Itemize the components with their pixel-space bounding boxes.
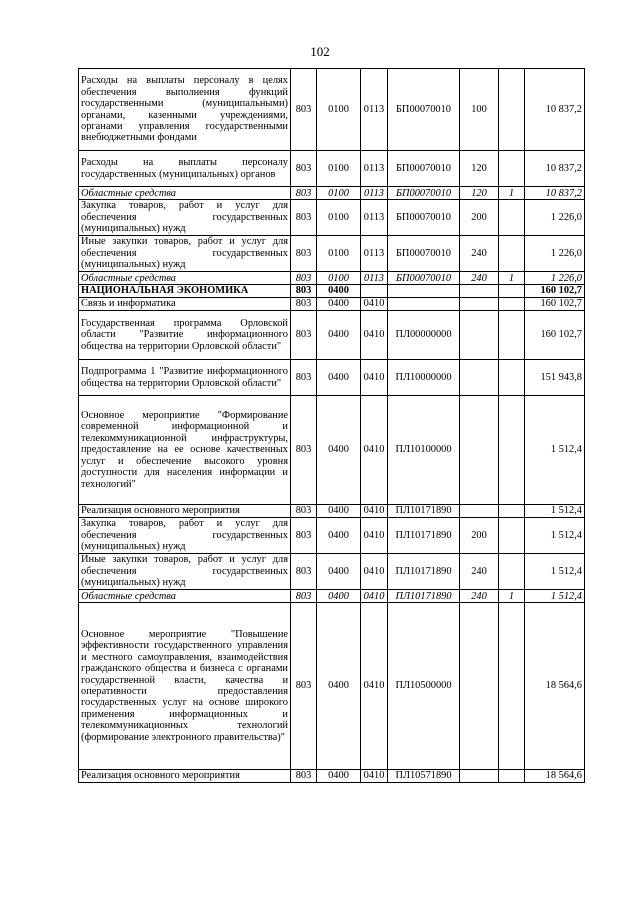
table-row xyxy=(79,298,585,311)
cell-ministry-code: 803 xyxy=(291,505,317,518)
cell-subsection-code: 0410 xyxy=(361,396,388,505)
table-row xyxy=(79,187,585,200)
cell-ministry-code: 803 xyxy=(291,311,317,360)
table-row xyxy=(79,590,585,603)
row-description: Подпрограмма 1 "Развитие информационного общества на территории Орловской области" xyxy=(79,360,291,396)
cell-funding-source xyxy=(499,200,525,236)
cell-section-code: 0400 xyxy=(317,603,361,770)
cell-ministry-code: 803 xyxy=(291,285,317,298)
table-row xyxy=(79,272,585,285)
cell-expense-type: 120 xyxy=(460,187,499,200)
table-row xyxy=(79,554,585,590)
row-description: Связь и информатика xyxy=(79,298,291,311)
cell-expense-type: 240 xyxy=(460,272,499,285)
cell-amount: 1 512,4 xyxy=(525,590,585,603)
cell-ministry-code: 803 xyxy=(291,187,317,200)
cell-section-code: 0400 xyxy=(317,770,361,783)
cell-target-article: ПЛ10171890 xyxy=(388,505,460,518)
cell-section-code: 0400 xyxy=(317,396,361,505)
table-row xyxy=(79,69,585,151)
cell-section-code: 0400 xyxy=(317,285,361,298)
cell-amount: 160 102,7 xyxy=(525,298,585,311)
cell-section-code: 0100 xyxy=(317,151,361,187)
row-description: Основное мероприятие "Повышение эффективности государственного управления и местного самоуправления, взаимодействия гражданского общества и бизнеса с органами государственной власти, качества и оперативности предоставления государственных услуг на основе широкого применения информационных и телекоммуникационных технологий (формирование электронного правительства)" xyxy=(79,603,291,770)
cell-ministry-code: 803 xyxy=(291,590,317,603)
cell-ministry-code: 803 xyxy=(291,360,317,396)
table-row xyxy=(79,311,585,360)
cell-section-code: 0400 xyxy=(317,554,361,590)
cell-subsection-code: 0410 xyxy=(361,590,388,603)
budget-table xyxy=(78,68,585,783)
row-description: Расходы на выплаты персоналу государственных (муниципальных) органов xyxy=(79,151,291,187)
row-description: Расходы на выплаты персоналу в целях обеспечения выполнения функций государственными (муниципальными) органами, казенными учреждениями, органами управления государственными внебюджетными фондами xyxy=(79,69,291,151)
cell-subsection-code: 0410 xyxy=(361,298,388,311)
cell-expense-type: 240 xyxy=(460,236,499,272)
cell-amount: 1 512,4 xyxy=(525,518,585,554)
row-description: Реализация основного мероприятия xyxy=(79,505,291,518)
page-number: 102 xyxy=(310,44,330,59)
cell-target-article xyxy=(388,285,460,298)
cell-subsection-code: 0410 xyxy=(361,311,388,360)
row-description: Закупка товаров, работ и услуг для обеспечения государственных (муниципальных) нужд xyxy=(79,200,291,236)
cell-ministry-code: 803 xyxy=(291,69,317,151)
cell-expense-type: 100 xyxy=(460,69,499,151)
cell-amount: 160 102,7 xyxy=(525,285,585,298)
cell-expense-type xyxy=(460,505,499,518)
table-row xyxy=(79,518,585,554)
cell-funding-source xyxy=(499,69,525,151)
cell-funding-source: 1 xyxy=(499,590,525,603)
cell-subsection-code: 0410 xyxy=(361,360,388,396)
cell-expense-type xyxy=(460,285,499,298)
row-description: Иные закупки товаров, работ и услуг для обеспечения государственных (муниципальных) нужд xyxy=(79,236,291,272)
cell-ministry-code: 803 xyxy=(291,554,317,590)
row-description: Закупка товаров, работ и услуг для обеспечения государственных (муниципальных) нужд xyxy=(79,518,291,554)
cell-target-article xyxy=(388,298,460,311)
cell-amount: 1 512,4 xyxy=(525,396,585,505)
table-row xyxy=(79,603,585,770)
cell-expense-type xyxy=(460,311,499,360)
cell-funding-source xyxy=(499,236,525,272)
cell-amount: 10 837,2 xyxy=(525,69,585,151)
cell-amount: 151 943,8 xyxy=(525,360,585,396)
cell-section-code: 0400 xyxy=(317,518,361,554)
row-description: Иные закупки товаров, работ и услуг для обеспечения государственных (муниципальных) нужд xyxy=(79,554,291,590)
row-description: Областные средства xyxy=(79,272,291,285)
cell-funding-source xyxy=(499,285,525,298)
cell-ministry-code: 803 xyxy=(291,151,317,187)
table-row xyxy=(79,151,585,187)
cell-expense-type xyxy=(460,770,499,783)
cell-section-code: 0400 xyxy=(317,360,361,396)
cell-funding-source xyxy=(499,298,525,311)
table-row xyxy=(79,505,585,518)
row-description: Областные средства xyxy=(79,187,291,200)
cell-ministry-code: 803 xyxy=(291,200,317,236)
cell-section-code: 0100 xyxy=(317,69,361,151)
cell-section-code: 0100 xyxy=(317,236,361,272)
cell-target-article: ПЛ10171890 xyxy=(388,518,460,554)
cell-target-article: ПЛ10500000 xyxy=(388,603,460,770)
cell-amount: 10 837,2 xyxy=(525,151,585,187)
cell-section-code: 0100 xyxy=(317,200,361,236)
cell-target-article: ПЛ10000000 xyxy=(388,360,460,396)
cell-target-article: ПЛ10171890 xyxy=(388,590,460,603)
row-description: Основное мероприятие "Формирование современной информационной и телекоммуникационной инфраструктуры, предоставление на ее основе качественных услуг и обеспечение высокого уровня доступности для населения информации и технологий" xyxy=(79,396,291,505)
cell-ministry-code: 803 xyxy=(291,518,317,554)
cell-expense-type xyxy=(460,396,499,505)
table-row xyxy=(79,396,585,505)
cell-target-article: ПЛ10171890 xyxy=(388,554,460,590)
cell-ministry-code: 803 xyxy=(291,396,317,505)
cell-expense-type xyxy=(460,360,499,396)
cell-section-code: 0100 xyxy=(317,187,361,200)
cell-ministry-code: 803 xyxy=(291,770,317,783)
cell-expense-type xyxy=(460,603,499,770)
cell-expense-type xyxy=(460,298,499,311)
cell-target-article: ПЛ00000000 xyxy=(388,311,460,360)
cell-funding-source xyxy=(499,554,525,590)
cell-funding-source xyxy=(499,603,525,770)
cell-section-code: 0400 xyxy=(317,505,361,518)
cell-amount: 1 226,0 xyxy=(525,236,585,272)
cell-amount: 18 564,6 xyxy=(525,770,585,783)
row-description: Реализация основного мероприятия xyxy=(79,770,291,783)
cell-target-article: БП00070010 xyxy=(388,187,460,200)
cell-subsection-code: 0113 xyxy=(361,200,388,236)
cell-target-article: БП00070010 xyxy=(388,272,460,285)
cell-target-article: БП00070010 xyxy=(388,200,460,236)
cell-amount: 1 226,0 xyxy=(525,272,585,285)
cell-subsection-code: 0410 xyxy=(361,603,388,770)
cell-expense-type: 120 xyxy=(460,151,499,187)
cell-funding-source: 1 xyxy=(499,187,525,200)
cell-subsection-code: 0410 xyxy=(361,518,388,554)
cell-funding-source xyxy=(499,311,525,360)
cell-funding-source xyxy=(499,518,525,554)
table-row xyxy=(79,200,585,236)
cell-funding-source xyxy=(499,151,525,187)
cell-expense-type: 240 xyxy=(460,590,499,603)
cell-subsection-code: 0410 xyxy=(361,554,388,590)
cell-subsection-code: 0113 xyxy=(361,187,388,200)
cell-subsection-code: 0113 xyxy=(361,236,388,272)
cell-target-article: ПЛ10571890 xyxy=(388,770,460,783)
cell-target-article: БП00070010 xyxy=(388,69,460,151)
cell-funding-source: 1 xyxy=(499,272,525,285)
table-row xyxy=(79,285,585,298)
cell-expense-type: 240 xyxy=(460,554,499,590)
cell-target-article: ПЛ10100000 xyxy=(388,396,460,505)
row-description: Областные средства xyxy=(79,590,291,603)
table-row xyxy=(79,360,585,396)
cell-funding-source xyxy=(499,505,525,518)
cell-expense-type: 200 xyxy=(460,518,499,554)
cell-amount: 1 226,0 xyxy=(525,200,585,236)
cell-subsection-code: 0113 xyxy=(361,151,388,187)
cell-amount: 160 102,7 xyxy=(525,311,585,360)
row-description: Государственная программа Орловской области "Развитие информационного общества на территории Орловской области" xyxy=(79,311,291,360)
cell-funding-source xyxy=(499,770,525,783)
cell-target-article: БП00070010 xyxy=(388,151,460,187)
cell-funding-source xyxy=(499,360,525,396)
cell-section-code: 0100 xyxy=(317,272,361,285)
cell-subsection-code xyxy=(361,285,388,298)
cell-section-code: 0400 xyxy=(317,590,361,603)
cell-amount: 1 512,4 xyxy=(525,505,585,518)
table-row xyxy=(79,236,585,272)
cell-subsection-code: 0113 xyxy=(361,69,388,151)
cell-subsection-code: 0410 xyxy=(361,770,388,783)
cell-amount: 18 564,6 xyxy=(525,603,585,770)
cell-ministry-code: 803 xyxy=(291,272,317,285)
cell-subsection-code: 0410 xyxy=(361,505,388,518)
cell-section-code: 0400 xyxy=(317,311,361,360)
cell-ministry-code: 803 xyxy=(291,236,317,272)
cell-amount: 1 512,4 xyxy=(525,554,585,590)
cell-target-article: БП00070010 xyxy=(388,236,460,272)
cell-expense-type: 200 xyxy=(460,200,499,236)
cell-amount: 10 837,2 xyxy=(525,187,585,200)
table-row xyxy=(79,770,585,783)
cell-ministry-code: 803 xyxy=(291,603,317,770)
cell-section-code: 0400 xyxy=(317,298,361,311)
cell-ministry-code: 803 xyxy=(291,298,317,311)
row-description: НАЦИОНАЛЬНАЯ ЭКОНОМИКА xyxy=(79,285,291,298)
cell-funding-source xyxy=(499,396,525,505)
cell-subsection-code: 0113 xyxy=(361,272,388,285)
